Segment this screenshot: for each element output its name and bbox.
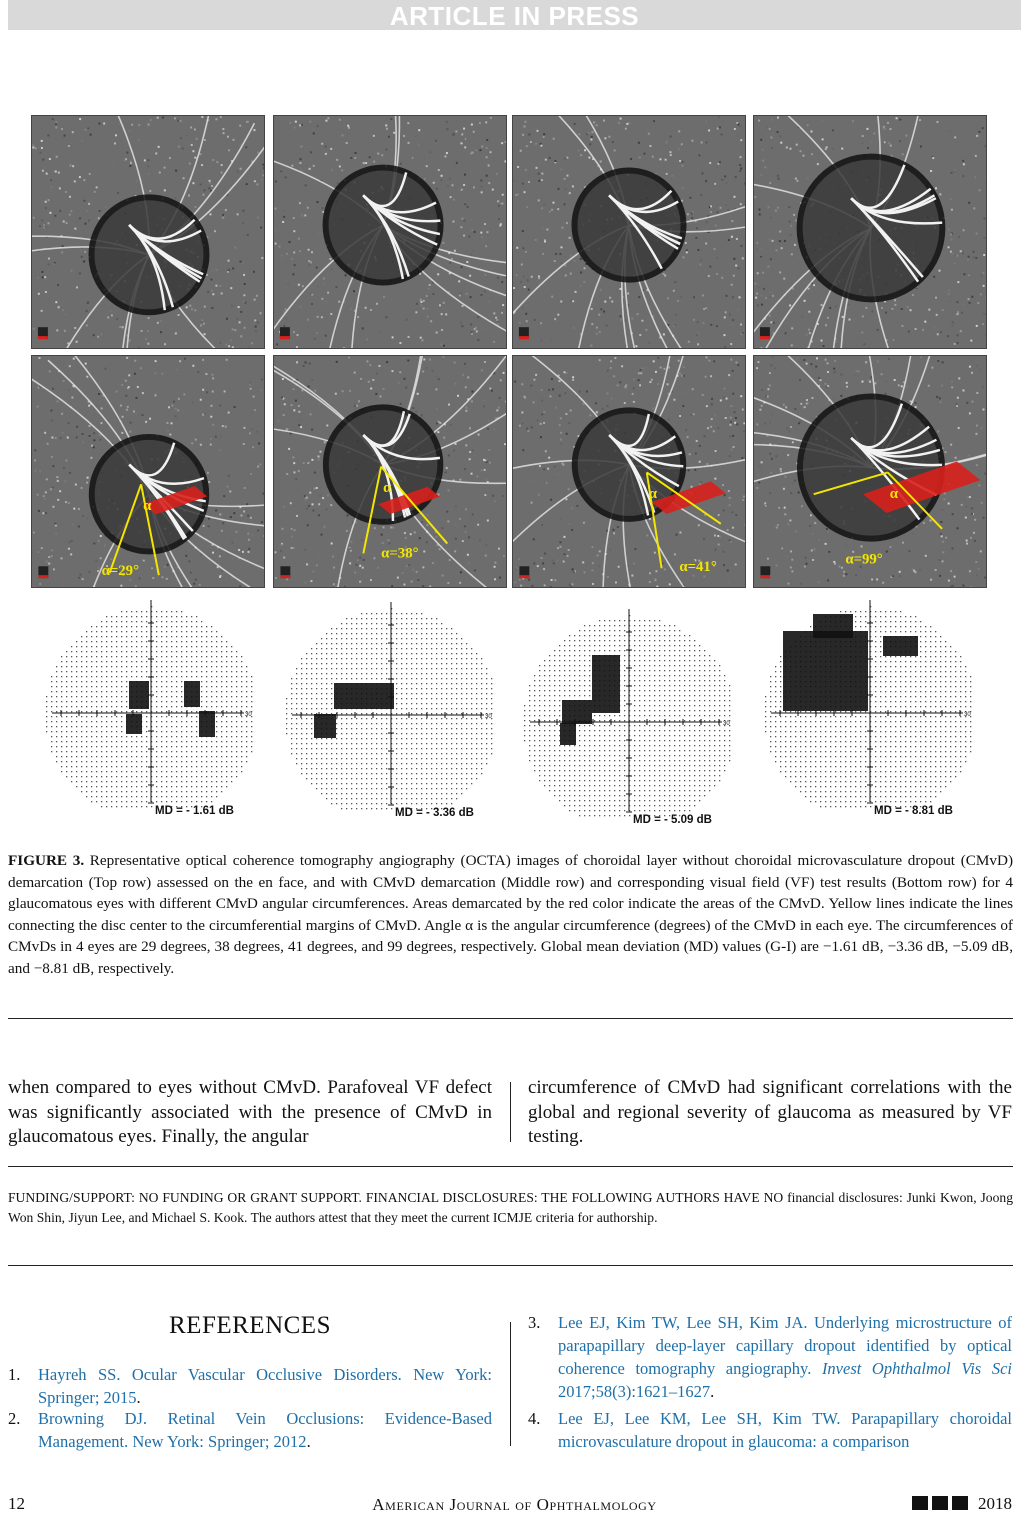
angle-label: α=38° xyxy=(381,545,419,562)
alpha-symbol: α xyxy=(383,480,392,497)
reference-4 xyxy=(528,1407,1012,1453)
body-right-column: circumference of CMvD had significant correlations with the global and regional severity of glaucoma as measured by VF testing. xyxy=(528,1077,1012,1147)
octa-mid-1 xyxy=(31,355,265,588)
page-number: 12 xyxy=(8,1494,25,1513)
funding-disclosure: FUNDING/SUPPORT: NO FUNDING OR GRANT SUPPORT. FINANCIAL DISCLOSURES: THE FOLLOWING AUTHORS HAVE NO financial disclosures: Junki Kwon, Joong Won Shin, Jiyun Lee, and Michael S. Kook. The authors attest that they meet the current ICMJE criteria for authorship. xyxy=(8,1190,1013,1225)
issue-marker xyxy=(912,1494,1012,1514)
vf-plot-2 xyxy=(274,598,509,828)
md-label: MD = - 1.61 dB xyxy=(155,805,234,817)
caption-label: FIGURE 3. xyxy=(8,852,85,869)
caption-text: Representative optical coherence tomography angiography (OCTA) images of choroidal layer without choroidal microvasculature dropout (CMvD) demarcation (Top row) assessed on the en face, and with CMvD demarcation (Middle row) and corresponding visual field (VF) test results (Bottom row) for 4 glaucomatous eyes with different CMvD angular circumferences. Areas demarcated by the red color indicate the areas of the CMvD. Yellow lines indicate the lines connecting the disc center to the circumferential margins of CMvD. Angle α is the angular circumference (degrees) of the CMvD in each eye. The circumferences of CMvDs in 4 eyes are 29 degrees, 38 degrees, 41 degrees, and 99 degrees, respectively. Global mean deviation (MD) values (G-I) are −1.61 dB, −3.36 dB, −5.09 dB, and −8.81 dB, respectively. xyxy=(8,852,1014,977)
reference-number: 1. xyxy=(8,1365,21,1384)
axis-tick-label: 30 xyxy=(723,721,730,727)
angle-label: α=99° xyxy=(845,551,883,568)
axis-tick-label: 30 xyxy=(964,712,971,718)
angle-label: α=29° xyxy=(101,563,140,580)
reference-1: 1. Hayreh SS. Ocular Vascular Occlusive Disorders. New York: Springer; 2015. xyxy=(8,1365,492,1407)
footer-year: 2018 xyxy=(978,1494,1012,1513)
references-heading: REFERENCES xyxy=(169,1312,331,1339)
reference-link[interactable]: Lee EJ, Kim TW, Lee SH, Kim JA. Underlying microstructure of parapapillary deep-layer capillary dropout identified by optical coherence tomography angiography. Invest Ophthalmol Vis Sci 2017;58(3):1621–1627 xyxy=(558,1313,1012,1401)
reference-3: 3. Lee EJ, Kim TW, Lee SH, Kim JA. Underlying microstructure of parapapillary deep-layer capillary dropout identified by optical coherence tomography angiography. Invest Ophthalmol Vis Sci 2017;58(3):1621–1627. xyxy=(528,1313,1012,1401)
rule-caption xyxy=(8,1018,1013,1019)
octa-top-4 xyxy=(753,115,987,349)
square-icon xyxy=(932,1496,948,1510)
reference-number: 2. xyxy=(8,1409,21,1428)
reference-2: 2. Browning DJ. Retinal Vein Occlusions: Evidence-Based Management. New York: Springer; 2012. xyxy=(8,1409,492,1451)
octa-top-1 xyxy=(31,115,265,349)
figure-caption xyxy=(8,850,1013,980)
md-label: MD = - 3.36 dB xyxy=(395,807,474,819)
octa-mid-4 xyxy=(753,355,987,588)
alpha-symbol: α xyxy=(648,486,658,503)
alpha-symbol: α xyxy=(889,486,899,503)
journal-name: American Journal of Ophthalmology xyxy=(372,1495,657,1514)
axis-tick-label: 30 xyxy=(485,714,492,720)
axis-tick-label: 30 xyxy=(245,712,252,718)
article-in-press-banner: ARTICLE IN PRESS xyxy=(8,0,1021,30)
alpha-symbol: α xyxy=(143,498,152,514)
reference-link[interactable]: Hayreh SS. Ocular Vascular Occlusive Disorders. New York: Springer; 2015 xyxy=(38,1365,492,1407)
md-label: MD = - 5.09 dB xyxy=(633,814,712,826)
vf-plot-3 xyxy=(512,605,747,835)
reference-link[interactable]: Lee EJ, Lee KM, Lee SH, Kim TW. Parapapillary choroidal microvasculature dropout in glaucoma: a comparison xyxy=(558,1409,1012,1451)
angle-label: α=41° xyxy=(679,559,717,576)
rule-body xyxy=(8,1166,1013,1167)
vf-plot-4 xyxy=(753,596,988,826)
octa-top-2 xyxy=(273,115,507,349)
column-divider-refs xyxy=(510,1322,511,1446)
md-label: MD = - 8.81 dB xyxy=(874,805,953,817)
octa-mid-3 xyxy=(512,355,746,588)
body-left-column: when compared to eyes without CMvD. Parafoveal VF defect was significantly associated with the presence of CMvD in glaucomatous eyes. Finally, the angular xyxy=(8,1077,492,1147)
reference-number: 3. xyxy=(528,1313,541,1332)
rule-funding xyxy=(8,1265,1013,1266)
octa-top-3 xyxy=(512,115,746,349)
column-divider-body xyxy=(510,1082,511,1142)
reference-number: 4. xyxy=(528,1409,541,1428)
square-icon xyxy=(952,1496,968,1510)
square-icon xyxy=(912,1496,928,1510)
octa-mid-2 xyxy=(273,355,507,588)
reference-link[interactable]: Browning DJ. Retinal Vein Occlusions: Evidence-Based Management. New York: Springer; 2012 xyxy=(38,1409,492,1451)
vf-plot-1 xyxy=(34,596,269,826)
